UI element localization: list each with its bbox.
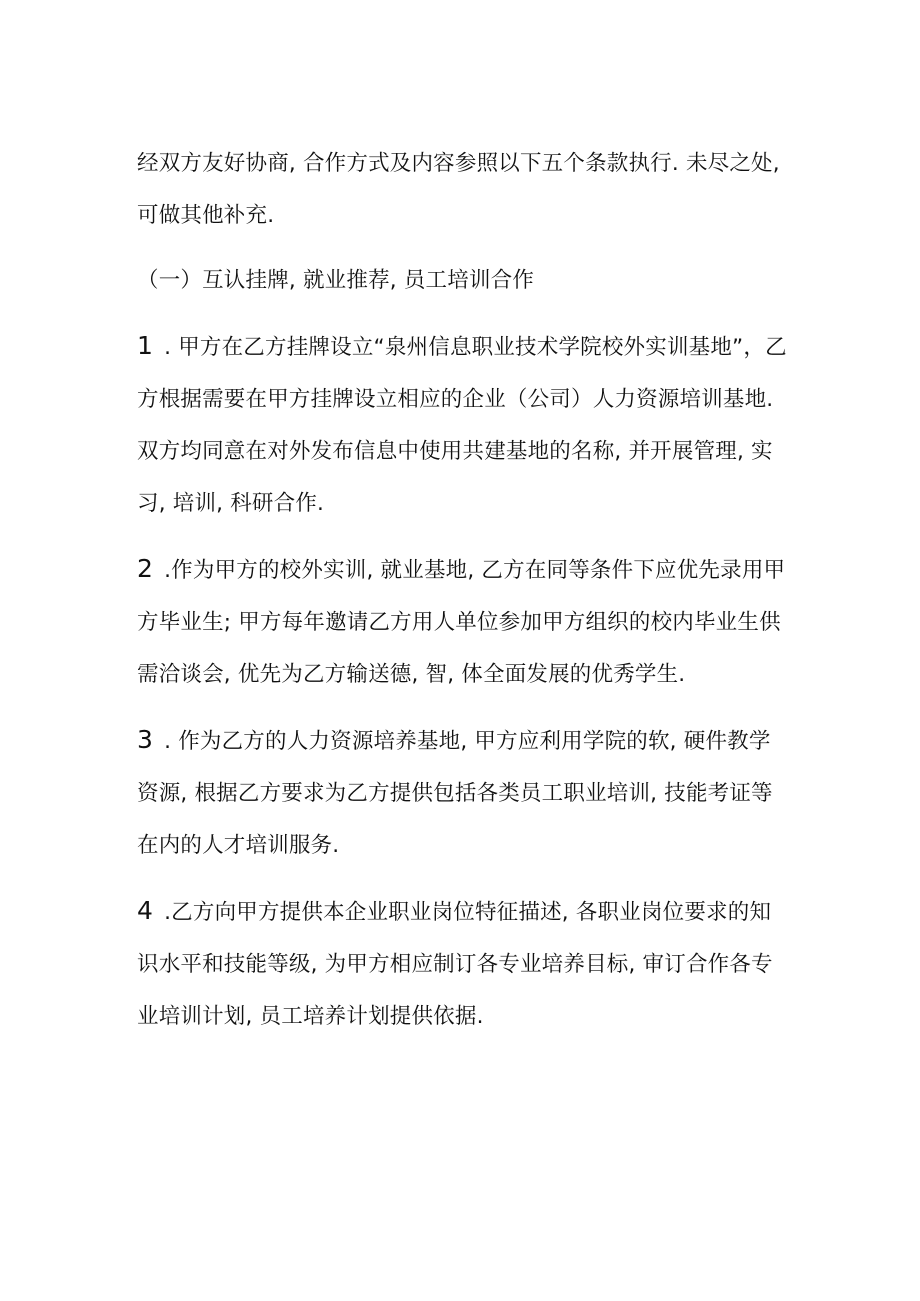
intro-paragraph: 经双方友好协商, 合作方式及内容参照以下五个条款执行. 未尽之处, 可做其他补充. [137, 151, 780, 228]
clause-number: 4 [137, 896, 154, 925]
section-heading: （一）互认挂牌, 就业推荐, 员工培训合作 [137, 268, 535, 293]
clause-2 [137, 543, 790, 701]
clause-text: . 作为乙方的人力资源培养基地, 甲方应利用学院的软, 硬件教学资源, 根据乙方要求为乙方提供包括各类员工职业培训, 技能考证等在内的人才培训服务. [137, 729, 773, 858]
clause-text: .作为甲方的校外实训, 就业基地, 乙方在同等条件下应优先录用甲方毕业生; 甲方每年邀请乙方用人单位参加甲方组织的校内毕业生供需洽谈会, 优先为乙方输送德, 智, 体全面发展的优秀学生. [137, 558, 786, 687]
clause-3 [137, 714, 790, 872]
clause-1 [137, 320, 790, 530]
clause-number: 2 [137, 554, 154, 583]
clause-number: 1 [137, 331, 154, 360]
clause-4 [137, 885, 790, 1043]
clause-text: .乙方向甲方提供本企业职业岗位特征描述, 各职业岗位要求的知识水平和技能等级, 为甲方相应制订各专业培养目标, 审订合作各专业培训计划, 员工培养计划提供依据. [137, 900, 773, 1029]
clause-text: . 甲方在乙方挂牌设立“泉州信息职业技术学院校外实训基地”，乙方根据需要在甲方挂牌设立相应的企业（公司）人力资源培训基地. 双方均同意在对外发布信息中使用共建基地的名称, 并开展管理, 实习, 培训, 科研合作. [137, 335, 787, 516]
clause-number: 3 [137, 725, 154, 754]
